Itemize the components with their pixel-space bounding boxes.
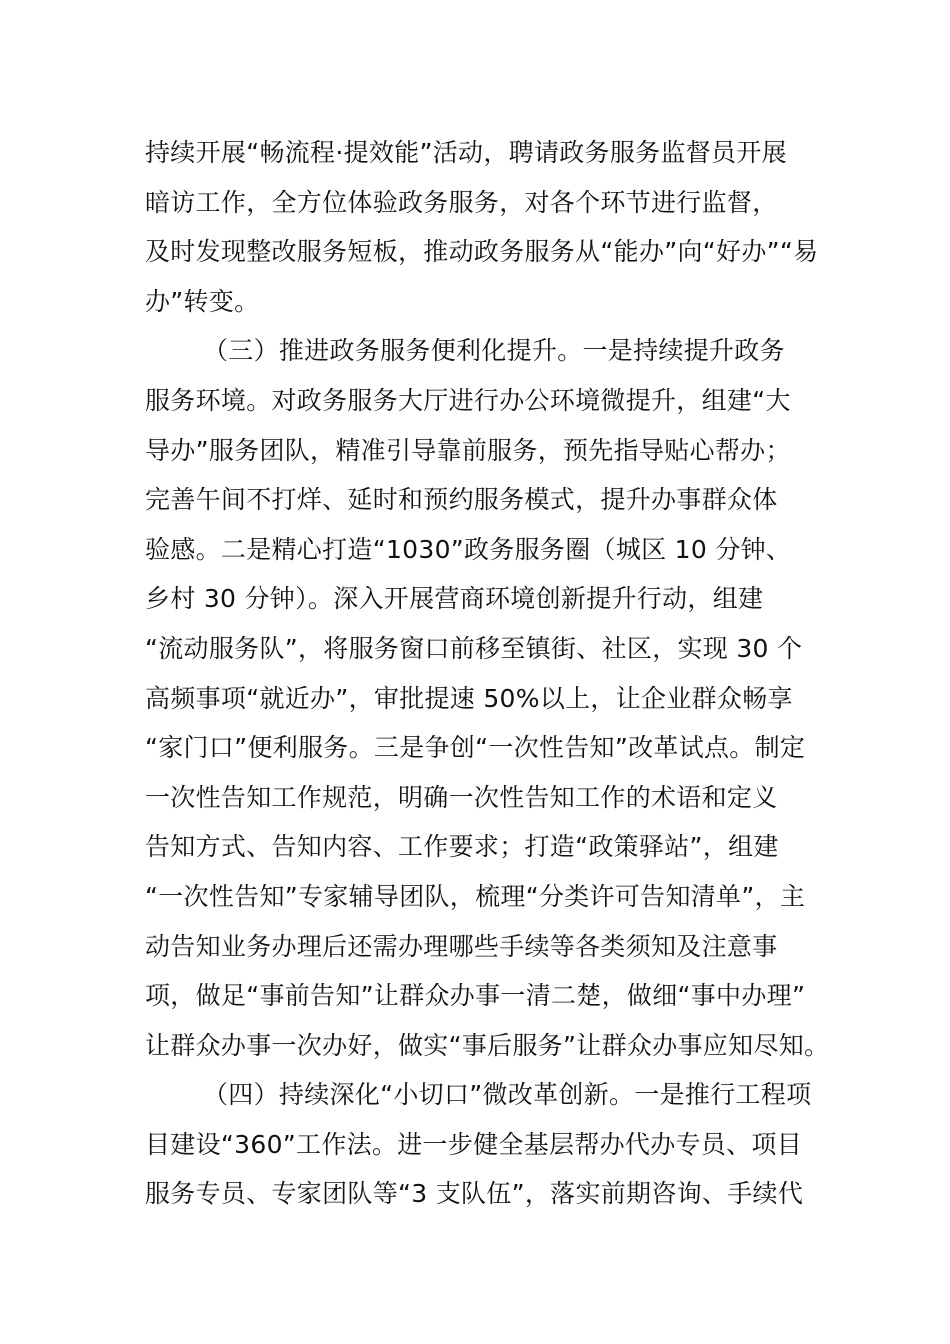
text-line: 告知方式、告知内容、工作要求；打造“政策驿站”，组建 [145,832,779,862]
text-line: “家门口”便利服务。三是争创“一次性告知”改革试点。制定 [145,733,806,763]
text-line: 动告知业务办理后还需办理哪些手续等各类须知及注意事 [145,931,778,961]
text-line: 导办”服务团队，精准引导靠前服务，预先指导贴心帮办； [145,435,791,465]
text-line: 服务环境。对政务服务大厅进行办公环境微提升，组建“大 [145,385,791,415]
text-line: 完善午间不打烊、延时和预约服务模式，提升办事群众体 [145,485,778,515]
text-line: 办”转变。 [145,286,260,316]
text-line: 项，做足“事前告知”让群众办事一清二楚，做细“事中办理” [145,981,806,1011]
text-line: 验感。二是精心打造“1030”政务服务圈（城区 10 分钟、 [145,534,792,564]
document-body [145,128,830,1219]
text-line: 及时发现整改服务短板，推动政务服务从“能办”向“好办”“易 [145,237,819,267]
text-line: 持续开展“畅流程·提效能”活动，聘请政务服务监督员开展 [145,138,787,167]
text-line: “一次性告知”专家辅导团队，梳理“分类许可告知清单”，主 [145,881,806,911]
text-line: 服务专员、专家团队等“3 支队伍”，落实前期咨询、手续代 [145,1179,804,1209]
text-line: “流动服务队”，将服务窗口前移至镇街、社区，实现 30 个 [145,633,803,663]
text-line: 乡村 30 分钟）。深入开展营商环境创新提升行动，组建 [145,584,764,614]
text-line: 暗访工作，全方位体验政务服务，对各个环节进行监督， [145,187,778,217]
text-line: （四）持续深化“小切口”微改革创新。一是推行工程项 [203,1080,812,1110]
text-line: 目建设“360”工作法。进一步健全基层帮办代办专员、项目 [145,1129,803,1159]
text-line: 一次性告知工作规范，明确一次性告知工作的术语和定义 [145,782,778,812]
text-line: （三）推进政务服务便利化提升。一是持续提升政务 [203,336,785,366]
text-line: 让群众办事一次办好，做实“事后服务”让群众办事应知尽知。 [145,1030,830,1060]
text-line: 高频事项“就近办”，审批提速 50%以上，让企业群众畅享 [145,683,793,713]
